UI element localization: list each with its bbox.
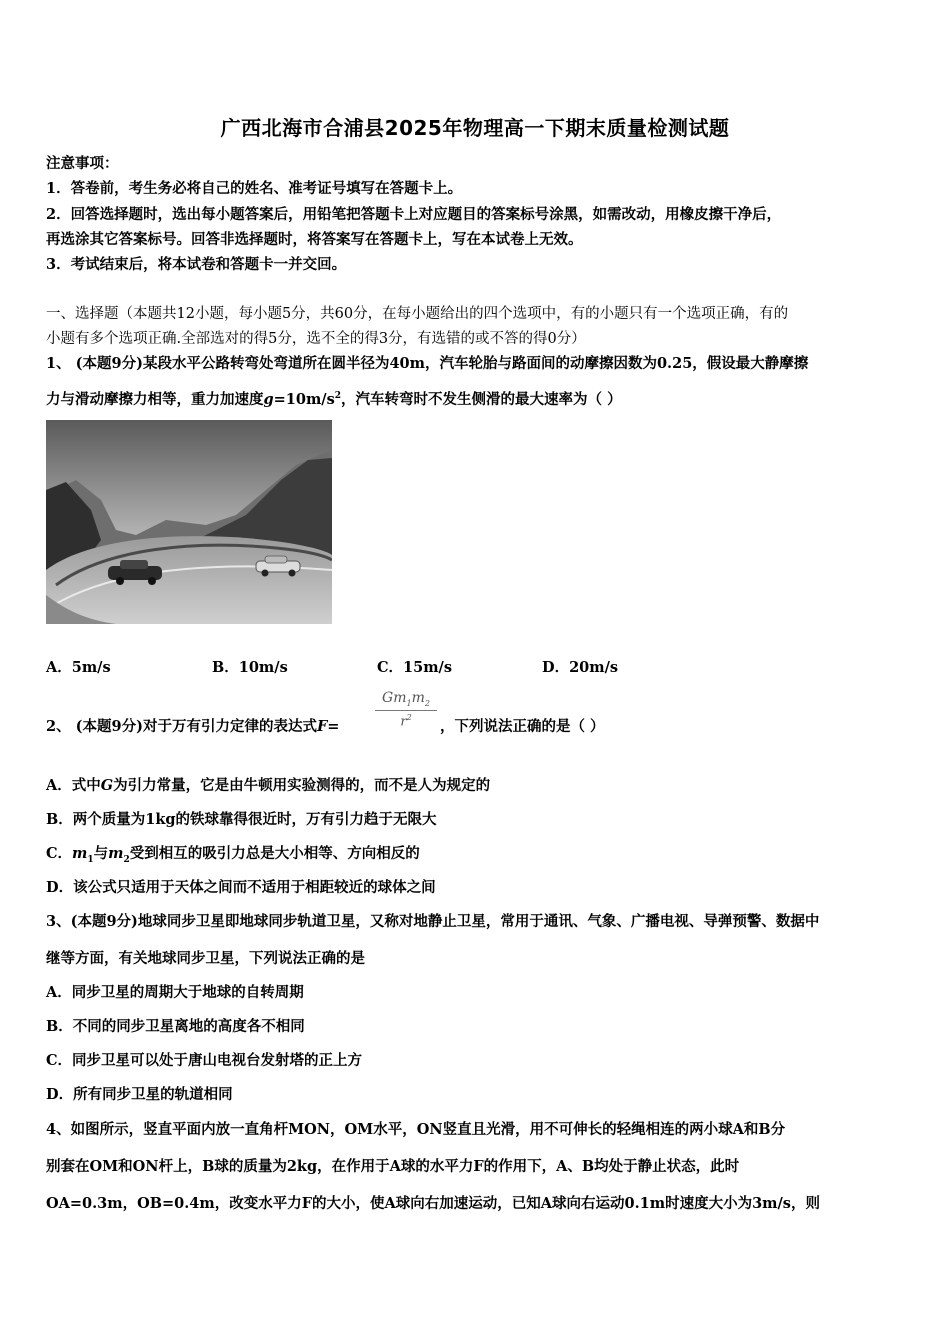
q1-stem-line-1: 1、 (本题9分)某段水平公路转弯处弯道所在圆半径为40m，汽车轮胎与路面间的动摩擦因数为0.25，假设最大静摩擦 xyxy=(46,355,809,372)
notice-heading: 注意事项： xyxy=(46,155,119,172)
notice-item-3: 3．考试结束后，将本试卷和答题卡一并交回。 xyxy=(46,256,347,273)
mountain-road-photo xyxy=(46,420,332,624)
notice-item-2-line-2: 再选涂其它答案标号。回答非选择题时，将答案写在答题卡上，写在本试卷上无效。 xyxy=(46,231,583,248)
page-title: 广西北海市合浦县2025年物理高一下期末质量检测试题 xyxy=(220,116,730,140)
q2-option-d[interactable]: D．该公式只适用于天体之间而不适用于相距较近的球体之间 xyxy=(46,879,436,896)
notice-item-1: 1．答卷前，考生务必将自己的姓名、准考证号填写在答题卡上。 xyxy=(46,180,463,197)
q3-stem-line-2: 继等方面，有关地球同步卫星，下列说法正确的是 xyxy=(46,950,365,967)
q4-stem-line-3: OA=0.3m，OB=0.4m，改变水平力F的大小，使A球向右加速运动，已知A球向右运动0.1m时速度大小为3m/s，则 xyxy=(46,1195,820,1212)
q1-option-b[interactable]: B．10m/s xyxy=(212,659,288,676)
q2-option-a[interactable]: A．式中G为引力常量，它是由牛顿用实验测得的，而不是人为规定的 xyxy=(46,777,491,794)
q3-option-d[interactable]: D．所有同步卫星的轨道相同 xyxy=(46,1086,233,1103)
q2-option-c[interactable]: C．$m_1$与$m_2$受到相互的吸引力总是大小相等、方向相反的 xyxy=(46,845,420,865)
q2-stem-prefix: 2、 (本题9分)对于万有引力定律的表达式F= xyxy=(46,718,340,735)
q1-option-a[interactable]: A．5m/s xyxy=(46,659,111,676)
q2-option-b[interactable]: B．两个质量为1kg的铁球靠得很近时，万有引力趋于无限大 xyxy=(46,811,437,828)
q3-option-b[interactable]: B．不同的同步卫星离地的高度各不相同 xyxy=(46,1018,305,1035)
q3-option-a[interactable]: A．同步卫星的周期大于地球的自转周期 xyxy=(46,984,304,1001)
q3-stem-line-1: 3、(本题9分)地球同步卫星即地球同步轨道卫星，又称对地静止卫星，常用于通讯、气象、广播电视、导弹预警、数据中 xyxy=(46,913,820,930)
q4-stem-line-2: 别套在OM和ON杆上，B球的质量为2kg，在作用于A球的水平力F的作用下，A、B均处于静止状态，此时 xyxy=(46,1158,740,1175)
section-instructions-line-1: 一、选择题（本题共12小题，每小题5分，共60分，在每小题给出的四个选项中，有的小题只有一个选项正确，有的 xyxy=(46,306,789,322)
notice-item-2-line-1: 2．回答选择题时，选出每小题答案后，用铅笔把答题卡上对应题目的答案标号涂黑，如需改动，用橡皮擦干净后， xyxy=(46,206,782,223)
section-instructions-line-2: 小题有多个选项正确.全部选对的得5分，选不全的得3分，有选错的或不答的得0分） xyxy=(46,331,586,347)
q1-option-d[interactable]: D．20m/s xyxy=(542,659,619,676)
q2-stem-suffix: ，下列说法正确的是（ ） xyxy=(440,718,605,735)
q1-stem-line-2: 力与滑动摩擦力相等，重力加速度$g=10m/s^2$，汽车转弯时不发生侧滑的最大速率为（ ） xyxy=(46,391,622,408)
q1-option-c[interactable]: C．15m/s xyxy=(377,659,453,676)
gravitation-formula: $\frac{Gm_1m_2}{r^2}$ xyxy=(375,690,437,729)
q3-option-c[interactable]: C．同步卫星可以处于唐山电视台发射塔的正上方 xyxy=(46,1052,363,1069)
q4-stem-line-1: 4、如图所示，竖直平面内放一直角杆MON，OM水平，ON竖直且光滑，用不可伸长的轻绳相连的两小球A和B分 xyxy=(46,1121,786,1138)
